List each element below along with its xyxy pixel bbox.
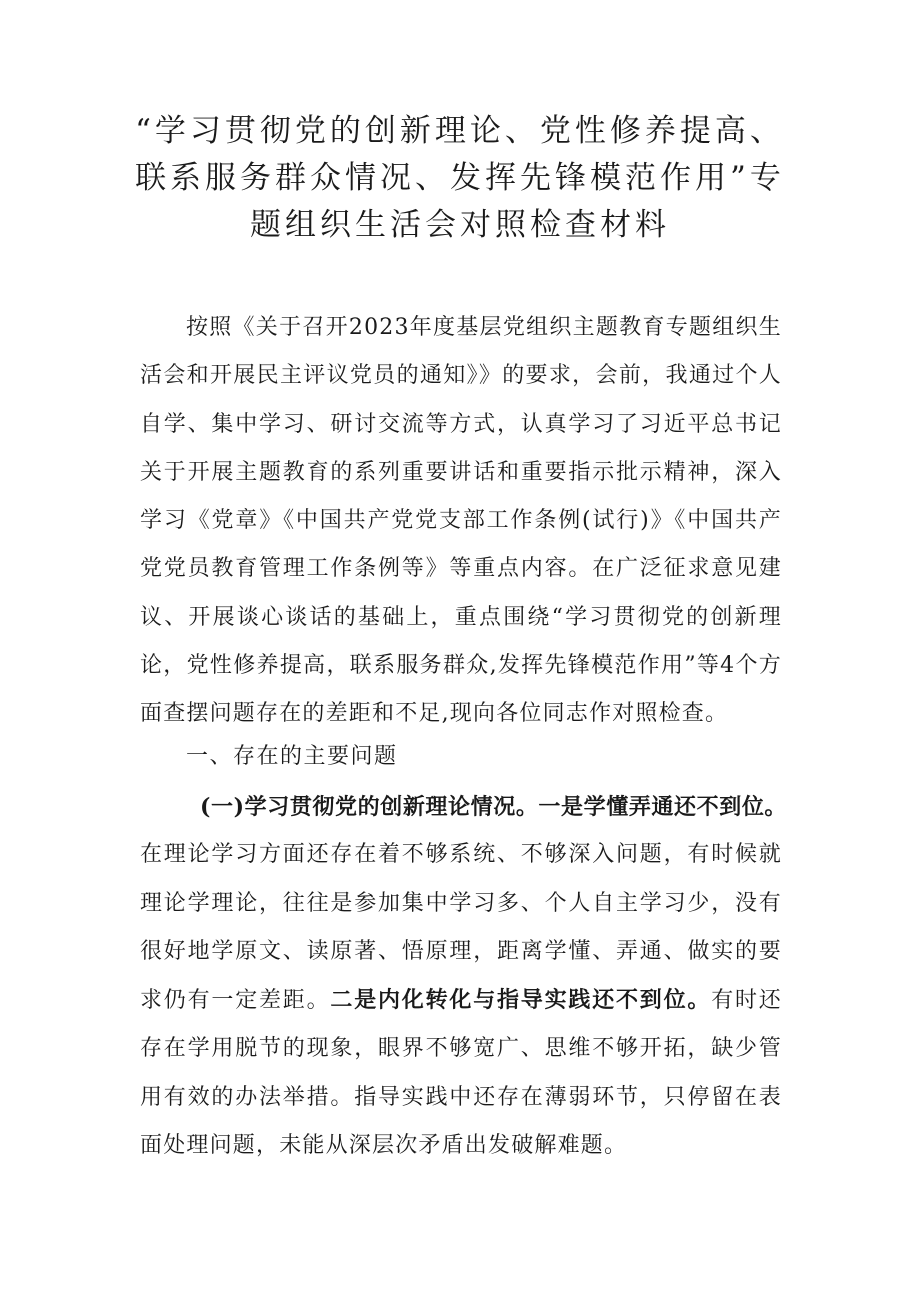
section-1-paragraph: [140, 783, 788, 1170]
title-line-3: 题组织生活会对照检查材料: [250, 207, 670, 243]
document-title: [120, 108, 800, 249]
section-1-lead: [140, 783, 788, 831]
point-1-title: 一是学懂弄通还不到位。: [538, 794, 788, 820]
point-2-title: 二是内化转化与指导实践还不到位。: [330, 987, 712, 1014]
section-heading: 一、存在的主要问题: [186, 744, 398, 769]
point-2-text: 有时还存在学用脱节的现象，眼界不够宽广、思维不够开拓，缺少管用有效的办法举措。指导实践中还存在薄弱环节，只停留在表面处理问题，未能从深层次矛盾出发破解难题。: [140, 988, 783, 1159]
intro-paragraph: 按照《关于召开2023年度基层党组织主题教育专题组织生活会和开展民主评议党员的通知》》的要求，会前，我通过个人自学、集中学习、研讨交流等方式，认真学习了习近平总书记关于开展主题教育的系列重要讲话和重要指示批示精神，深入学习《党章》《中国共产党党支部工作条例(试行)》《中国共产党党员教育管理工作条例等》等重点内容。在广泛征求意见建议、开展谈心谈话的基础上，重点围绕“学习贯彻党的创新理论，党性修养提高，联系服务群众,发挥先锋模范作用”等4个方面查摆问题存在的差距和不足,现向各位同志作对照检查。: [140, 315, 782, 727]
point-1-text: 在理论学习方面还存在着不够系统、不够深入问题，有时候就理论学理论，往往是参加集中学习多、个人自主学习少，没有很好地学原文、读原著、悟原理，距离学懂、弄通、做实的要求仍有一定差距。: [140, 842, 782, 1014]
section-1-subheading: (一)学习贯彻党的创新理论情况。: [200, 794, 539, 820]
title-line-2: 联系服务群众情况、发挥先锋模范作用”专: [135, 160, 785, 196]
title-line-1: “学习贯彻党的创新理论、党性修养提高、: [135, 113, 785, 149]
